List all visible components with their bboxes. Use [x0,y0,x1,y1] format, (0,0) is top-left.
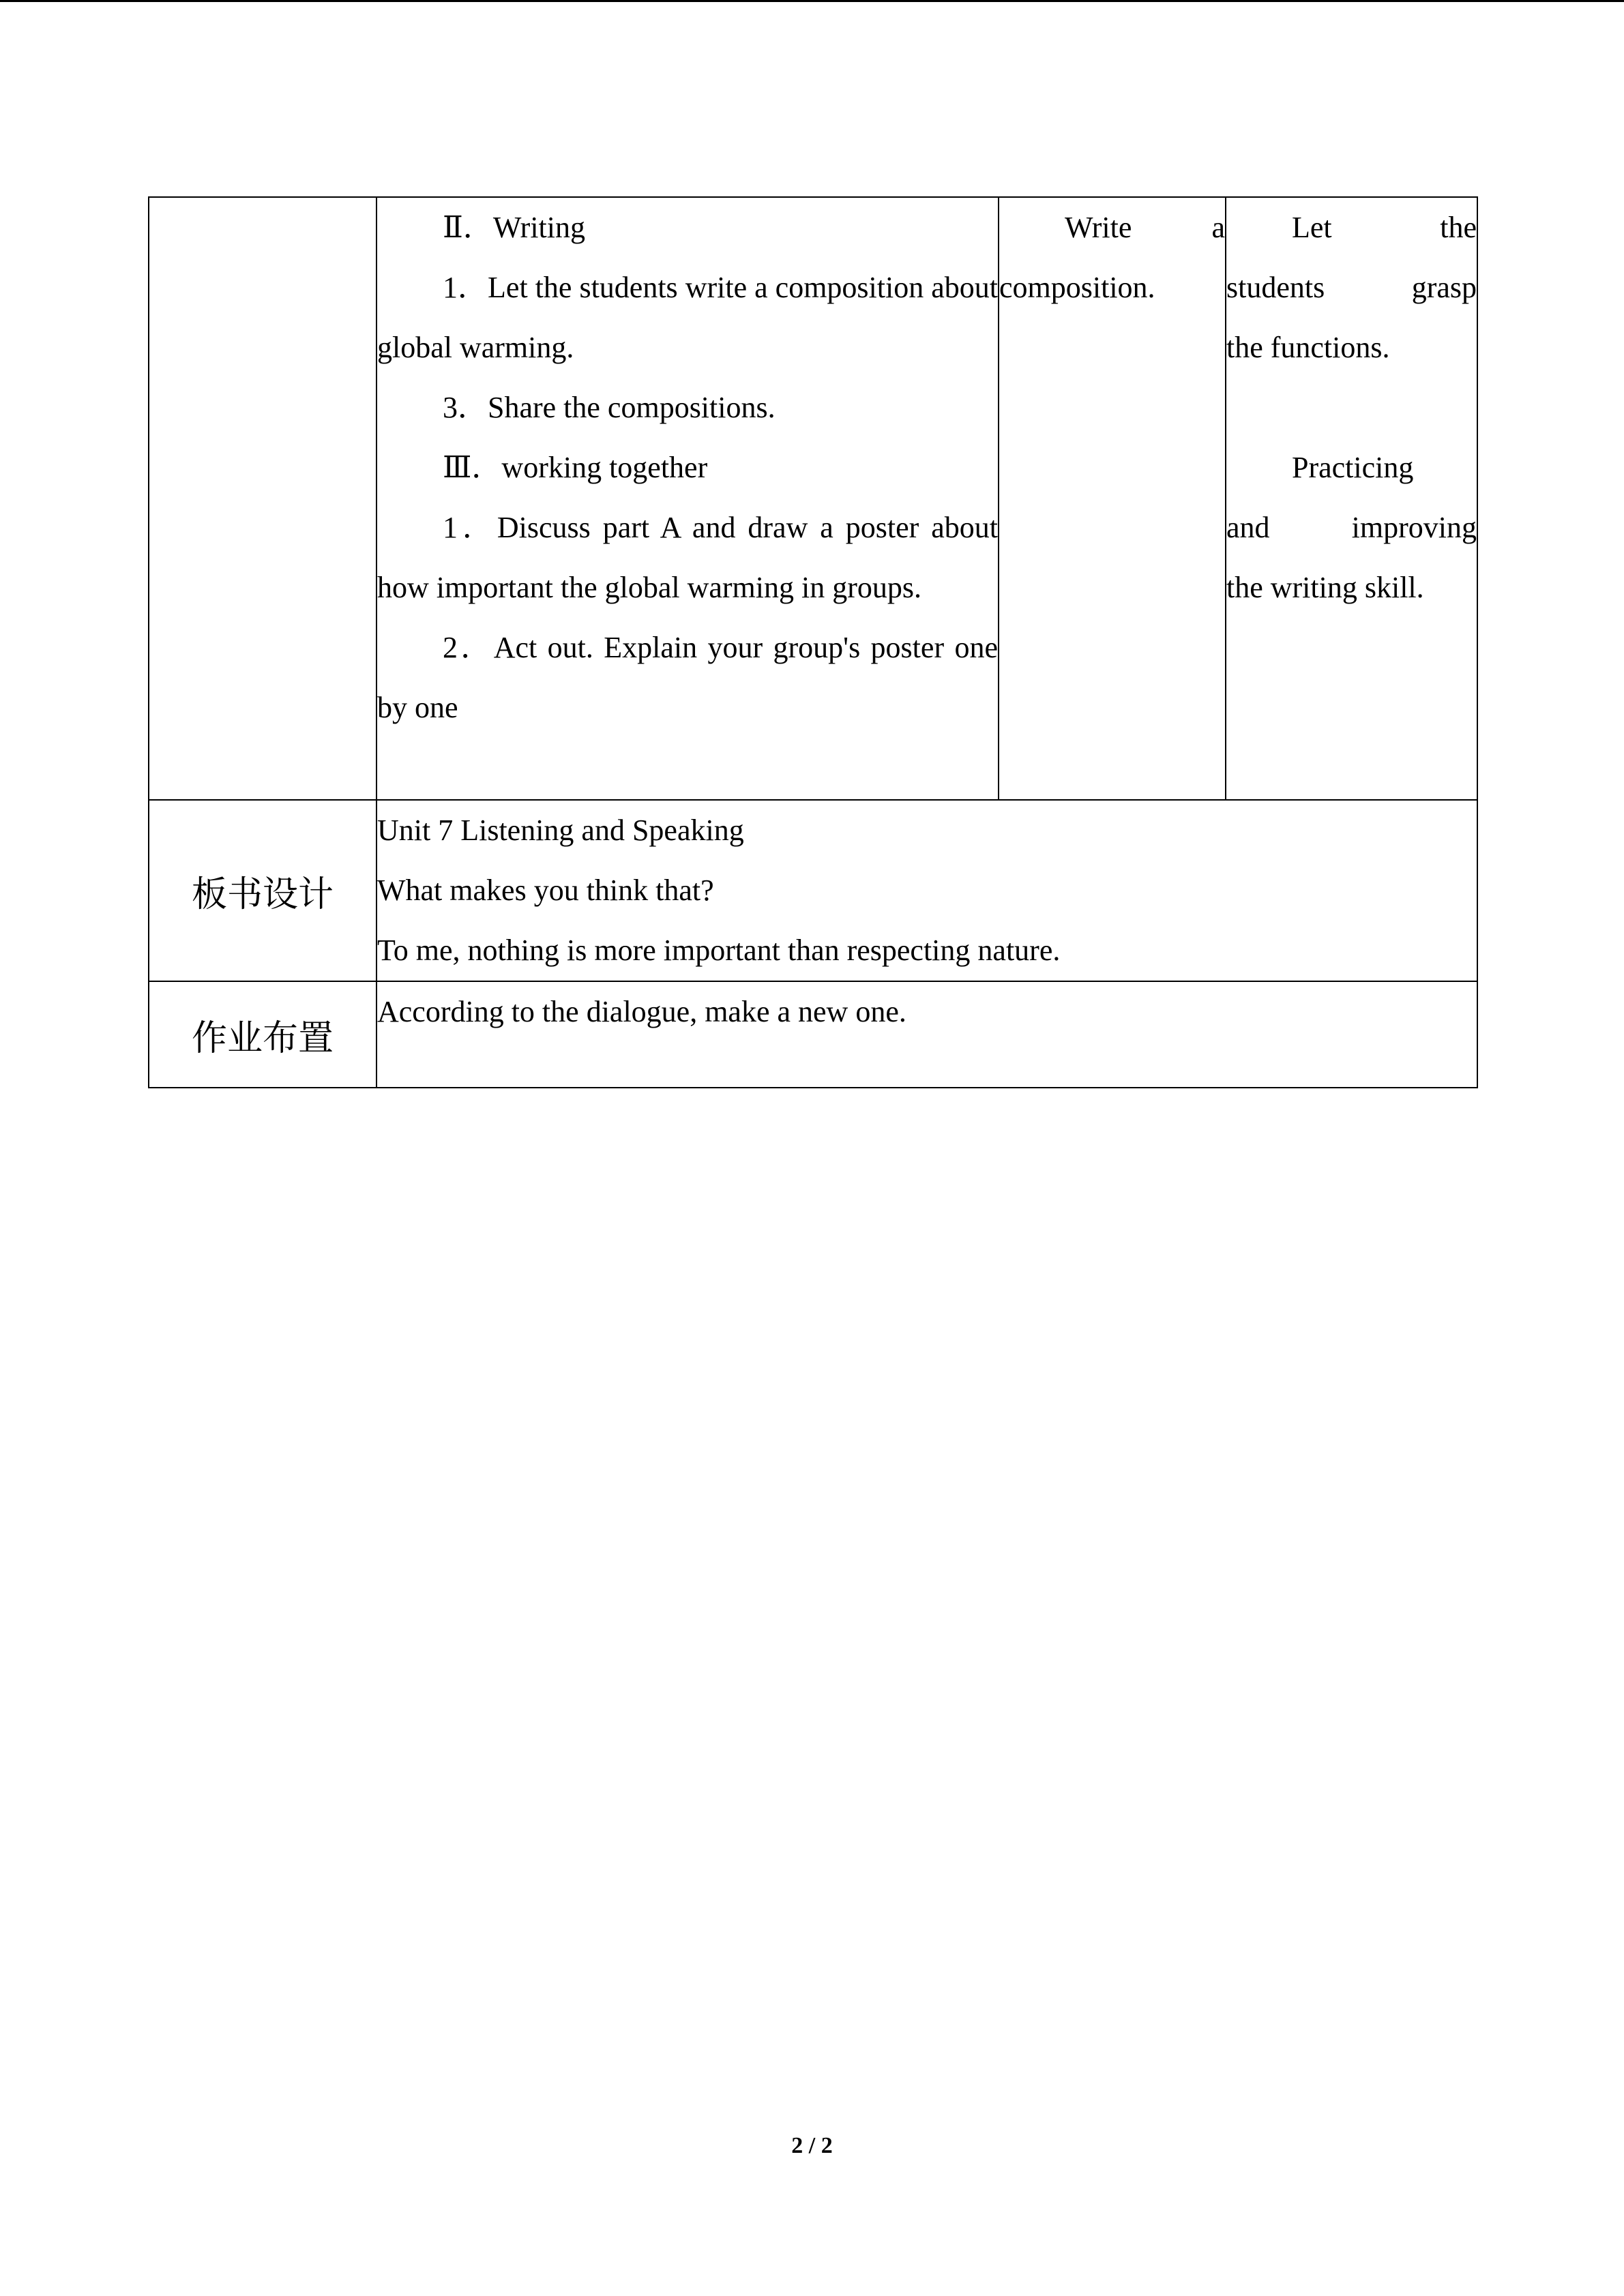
purpose-line: students grasp [1226,271,1477,304]
purpose-line: and improving [1226,511,1477,544]
procedure-line: 1．Let the students write a composition about global warming. [377,271,998,364]
table-row-writing [149,197,1477,800]
student-activity-line: composition. [999,271,1155,304]
page-top-rule [0,0,1624,2]
lesson-plan-table [148,196,1478,1088]
board-design-label: 板书设计 [191,874,334,915]
homework-text: According to the dialogue, make a new one. [377,995,906,1028]
purpose-line: the functions. [1226,331,1390,364]
procedure-line: 3．Share the compositions. [443,391,776,424]
page-number: 2 / 2 [791,2133,833,2158]
board-design-line: Unit 7 Listening and Speaking [377,814,744,847]
board-design-content-cell [377,800,1477,981]
procedure-line: Ⅲ．working together [443,451,708,484]
purpose-line: the writing skill. [1226,571,1424,604]
board-design-line: What makes you think that? [377,874,714,907]
homework-label: 作业布置 [191,1017,334,1059]
table-row-homework [149,981,1477,1088]
purpose-line: Let the [1292,211,1477,244]
homework-label-cell [149,981,377,1088]
procedure-line: 1．Discuss part A and draw a poster about how important the global warming in groups. [377,511,998,604]
table-row-board-design [149,800,1477,981]
procedure-line: 2．Act out. Explain your group's poster one by one [377,631,998,724]
board-design-label-cell [149,800,377,981]
homework-content-cell [377,981,1477,1088]
student-activity-line: Write a [1065,211,1225,244]
spacer [1226,378,1477,438]
purpose-cell [1226,197,1477,800]
purpose-line: Practicing [1292,451,1414,484]
procedure-cell [377,197,999,800]
student-activity-cell [999,197,1226,800]
procedure-line: Ⅱ．Writing [443,211,585,244]
row-label-cell [149,197,377,800]
board-design-line: To me, nothing is more important than respecting nature. [377,934,1061,967]
